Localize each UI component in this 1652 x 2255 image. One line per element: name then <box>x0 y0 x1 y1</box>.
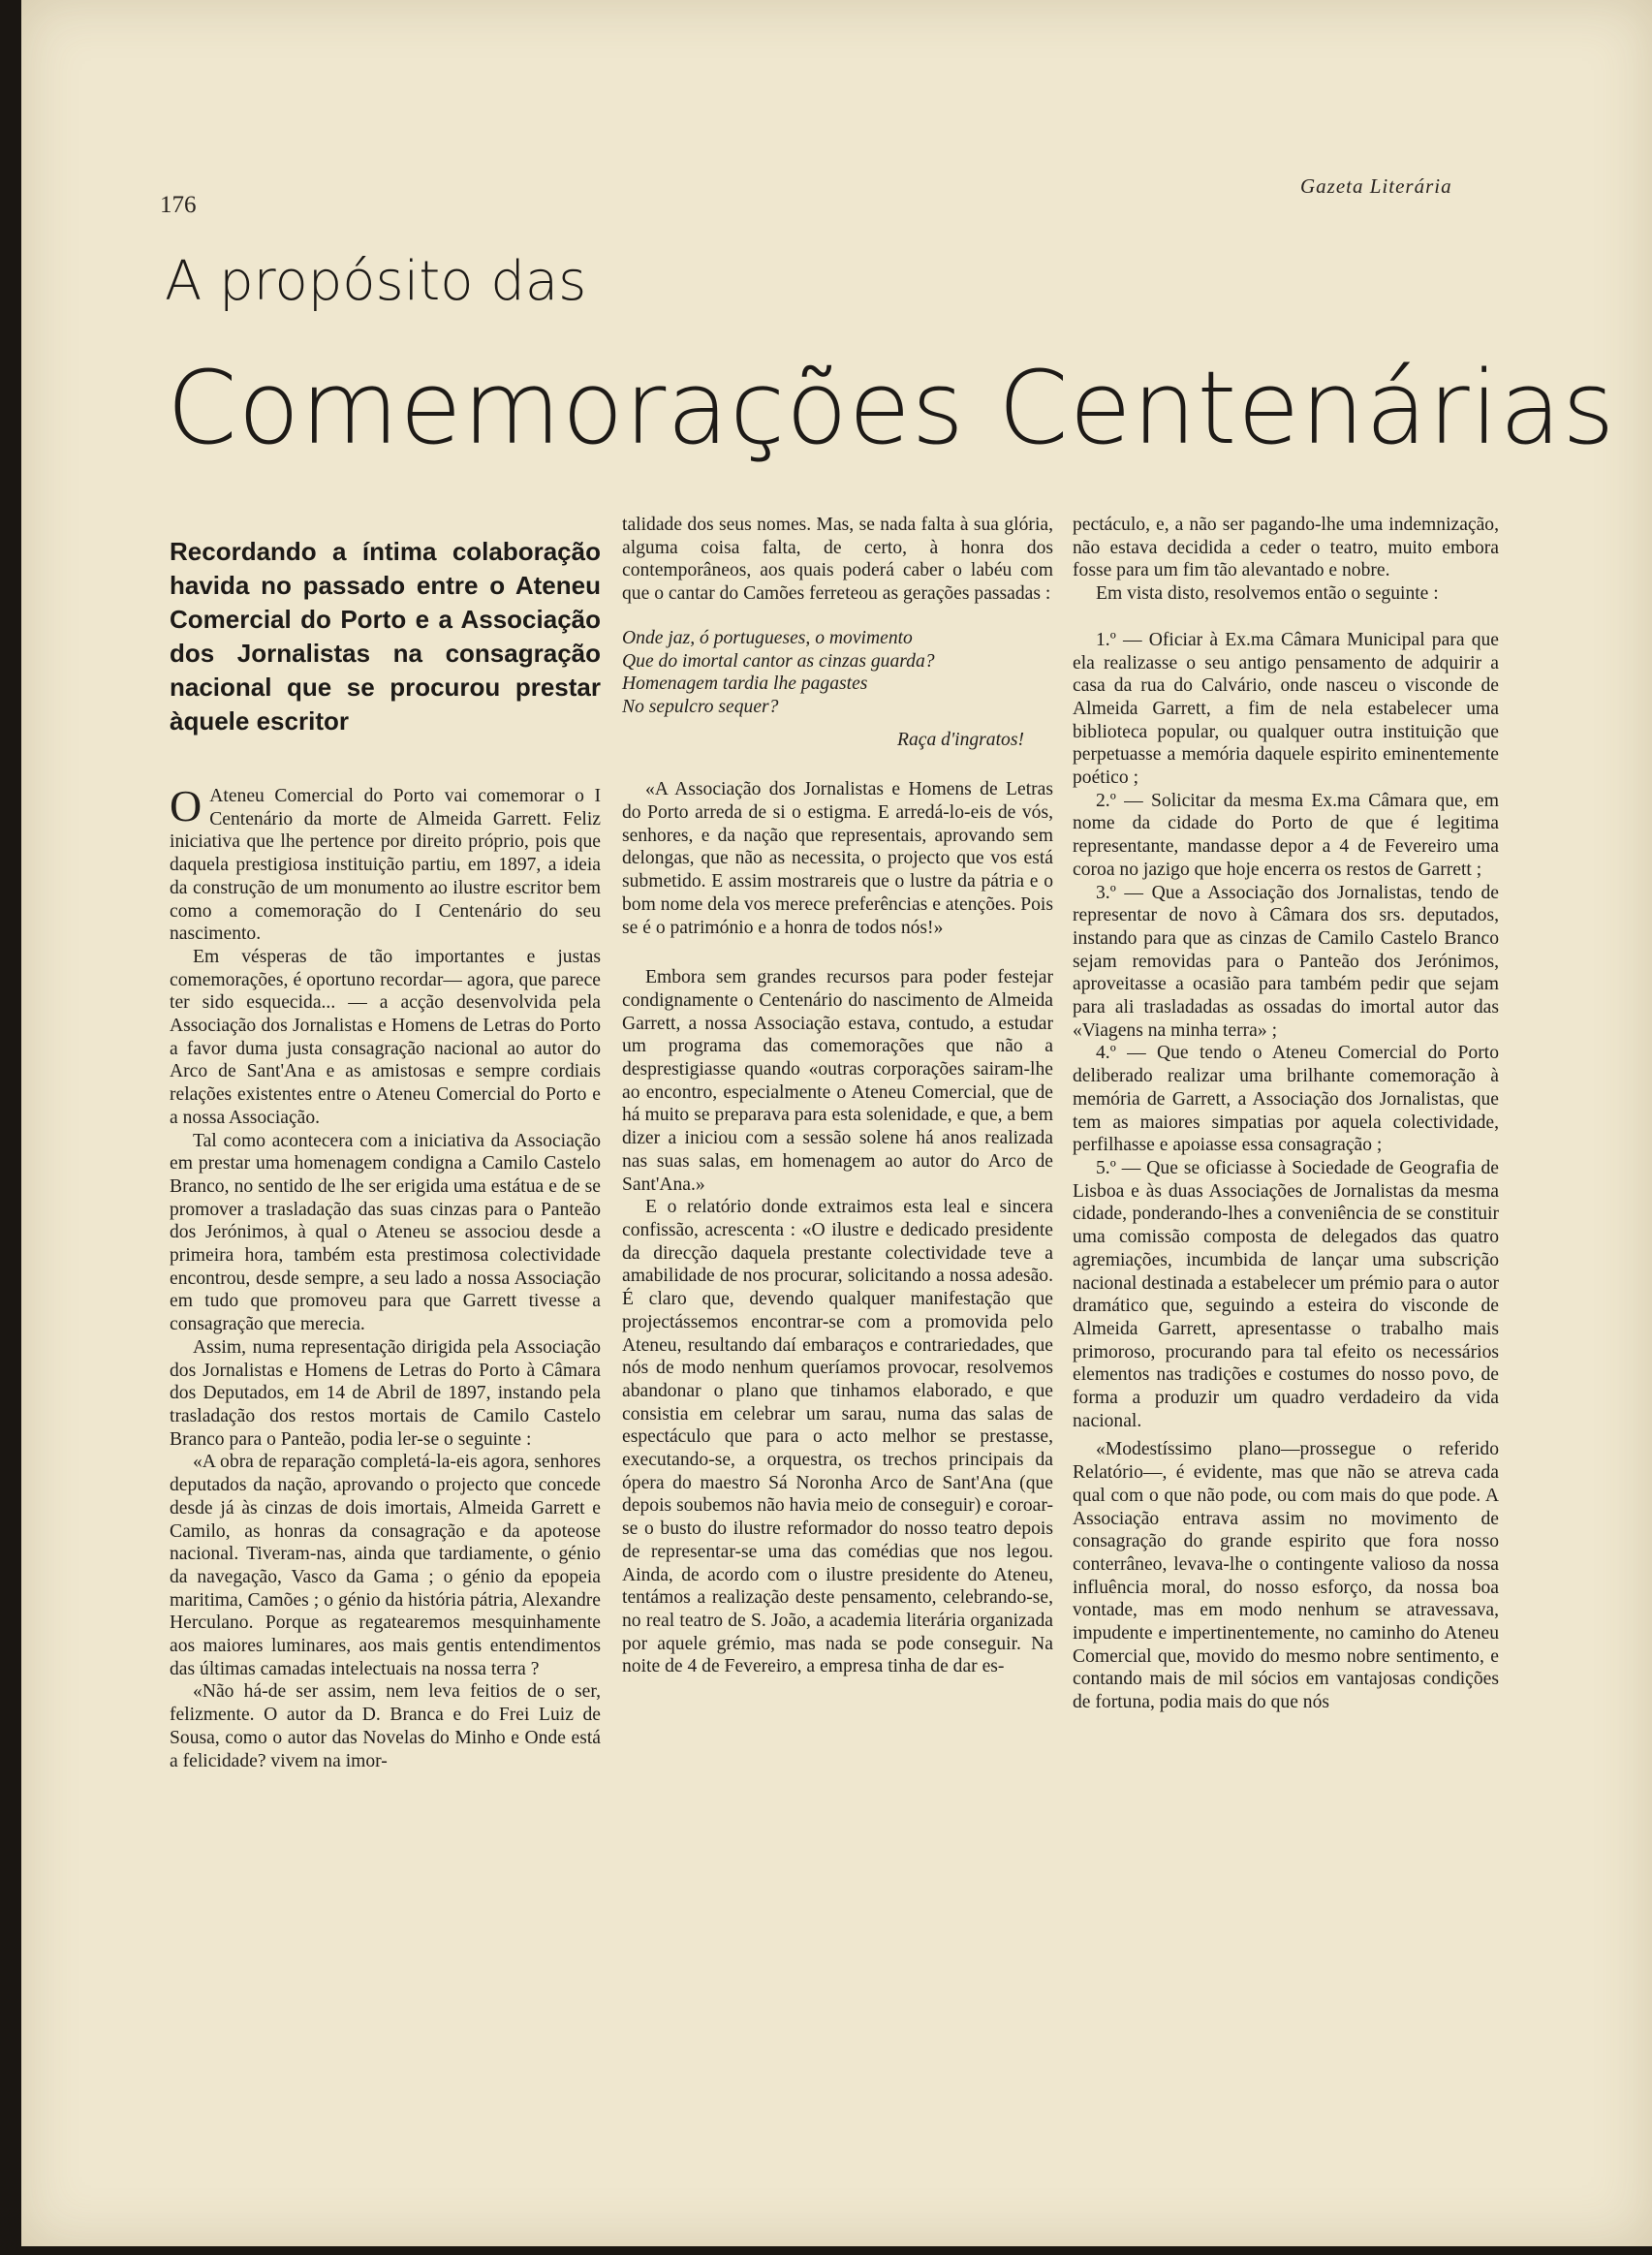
paragraph: O Ateneu Comercial do Porto vai comemorar o I Centenário da morte de Almeida Garrett. Feliz iniciativa que lhe pertence por direito próprio, pois que daquela prestigiosa instituição partiu, em 1897, a ideia da construção de um monumento ao ilustre escritor bem como a comemoração do I Centenário do seu nascimento. <box>170 781 601 945</box>
paragraph: «A obra de reparação completá-la-eis agora, senhores deputados da nação, aprovando o projecto que concede desde já às cinzas de dois imortais, Almeida Garrett e Camilo, as honras da consagração e da apoteose nacional. Tiveram-nas, ainda que tardiamente, o génio da navegação, Vasco da Gama ; o génio da epopeia maritima, Camões ; o génio da história pátria, Alexandre Herculano. Porque as regatearemos mesquinhamente aos maiores luminares, aos mais gentis entendimentos das últimas camadas intelectuais na nossa terra ? <box>170 1452 601 1679</box>
column-2 <box>622 514 1053 1678</box>
poem-line: Onde jaz, ó portugueses, o movimento <box>622 627 913 648</box>
paragraph: «Não há-de ser assim, nem leva feitios de o ser, felizmente. O autor da D. Branca e do Frei Luiz de Sousa, como o autor das Novelas do Minho e Onde está a felicidade? vivem na imor- <box>170 1681 601 1771</box>
paragraph: Tal como acontecera com a iniciativa da Associação em prestar uma homenagem condigna a Camilo Castelo Branco, no sentido de lhe ser erigida uma estátua e de se promover a trasladação das suas cinzas para o Panteão dos Jerónimos, à qual o Ateneu se associou desde a primeira hora, também esta prestimosa colectividade encontrou, desde sempre, a seu lado a nossa Associação em tudo que promoveu para que Garrett tivesse a consagração que merecia. <box>170 1130 601 1335</box>
paragraph: pectáculo, e, a não ser pagando-lhe uma indemnização, não estava decidida a ceder o teatro, muito embora fosse para um fim tão alevantado e nobre. <box>1073 515 1499 581</box>
paragraph: 2.º — Solicitar da mesma Ex.ma Câmara que, em nome da cidade do Porto de que é legitima representante, mandasse depor a 4 de Fevereiro uma coroa no jazigo que hoje encerra os restos de Garrett ; <box>1073 790 1499 880</box>
poem-closing-line: Raça d'ingratos! <box>897 729 1024 750</box>
poem-line: Homenagem tardia lhe pagastes <box>622 673 868 695</box>
column-1 <box>170 514 601 1772</box>
paragraph: Em vésperas de tão importantes e justas comemorações, é oportuno recordar— agora, que parece ter sido esquecida... — a acção desenvolvida pela Associação dos Jornalistas e Homens de Letras do Porto a favor duma justa consagração nacional ao autor do Arco de Sant'Ana e as amistosas e sempre cordiais relações existentes entre o Ateneu Comercial do Porto e a nossa Associação. <box>170 946 601 1128</box>
paragraph: Assim, numa representação dirigida pela Associação dos Jornalistas e Homens de Letras do Porto à Câmara dos Deputados, em 14 de Abril de 1897, instando pela trasladação dos restos mortais de Camilo Castelo Branco para o Panteão, podia ler-se o seguinte : <box>170 1336 601 1450</box>
poem-line: Que do imortal cantor as cinzas guarda? <box>622 650 935 672</box>
drop-cap: O <box>170 781 203 830</box>
paragraph: E o relatório donde extraimos esta leal e sincera confissão, acrescenta : «O ilustre e dedicado presidente da direcção daquela prestante colectividade teve a amabilidade de nos procurar, solicitando a nossa adesão. É claro que, devendo qualquer manifestação que projectássemos encontrar-se com a promovida pelo Ateneu, resultando daí embaraços e contrariedades, que nós de modo nenhum queríamos provocar, resolvemos abandonar o plano que tinhamos elaborado, e que consistia em celebrar um sarau, numa das salas de espectáculo que para o acto melhor se prestasse, executando-se, a orquestra, os trechos principais da ópera do maestro Sá Noronha Arco de Sant'Ana (que depois soubemos não havia meio de conseguir) e coroar-se o busto do ilustre reformador do nosso teatro depois de representar-se uma das comédias que nos legou. Ainda, de acordo com o ilustre presidente do Ateneu, tentámos a realização deste pensamento, celebrando-se, no real teatro de S. João, a academia literária organizada por aquele grémio, mas nada se pode conseguir. Na noite de 4 de Fevereiro, a empresa tinha de dar es- <box>622 1197 1053 1677</box>
article-title-line2: Comemorações Centenárias <box>167 349 1616 467</box>
paragraph: talidade dos seus nomes. Mas, se nada falta à sua glória, alguma coisa falta, de certo, à honra dos contemporâneos, aos quais poderá caber o labéu com que o cantar do Camões ferreteou as gerações passadas : <box>622 515 1053 605</box>
page-number: 176 <box>160 192 197 218</box>
article-lead: Recordando a íntima colaboração havida no passado entre o Ateneu Comercial do Porto e a Associação dos Jornalistas na consagração nacional que se procurou prestar àquele escritor <box>170 537 601 736</box>
magazine-title: Gazeta Literária <box>1300 174 1452 198</box>
paragraph: «Modestíssimo plano—prosseguе o referido Relatório—, é evidente, mas que não se atreva cada qual com o que não pode, ou com mais do que pode. A Associação entrava assim no movimento de consagração do grande espirito que fora nosso conterrâneo, levava-lhe o contingente valioso da nossa influência moral, do nosso esforço, da nossa boa vontade, mas em modo nenhum se atravessava, impudente e impertinentemente, no caminho do Ateneu Comercial que, movido do mesmo nobre sentimento, e contando mais de mil sócios em vantajosas condições de fortuna, podia mais do que nós <box>1073 1439 1499 1713</box>
magazine-page <box>21 0 1652 2246</box>
paragraph: 3.º — Que a Associação dos Jornalistas, tendo de representar de novo à Câmara dos srs. deputados, instando para que as cinzas de Camilo Castelo Branco sejam removidas para o Panteão dos Jerónimos, aproveitasse a ocasião para também pedir que sejam para ali trasladadas as ossadas do imortal autor das «Viagens na minha terra» ; <box>1073 882 1499 1041</box>
article-title-line1: A propósito das <box>165 250 587 313</box>
paragraph: Em vista disto, resolvemos então o seguinte : <box>1096 583 1439 605</box>
paragraph: 1.º — Oficiar à Ex.ma Câmara Municipal para que ela realizasse o seu antigo pensamento de adquirir a casa da rua do Calvário, onde nasceu o visconde de Almeida Garrett, a fim de nela estabelecer uma biblioteca popular, ou qualquer outra instituição que perpetuasse a memória daquele espirito eminentemente poético ; <box>1073 629 1499 789</box>
paragraph: Embora sem grandes recursos para poder festejar condignamente o Centenário do nascimento de Almeida Garrett, a nossa Associação estava, contudo, a estudar um programa das comemorações que não a desprestigiasse quando «outras corporações sairam-lhe ao encontro, especialmente o Ateneu Comercial, que de há muito se preparava para esta solenidade, e que, a bem dizer a iniciou com a sessão solene há anos realizada nas suas salas, em homenagem ao autor do Arco de Sant'Ana.» <box>622 967 1053 1195</box>
poem-line: No sepulcro sequer? <box>622 696 779 717</box>
poem-quote <box>622 627 1053 719</box>
paragraph: «A Associação dos Jornalistas e Homens de Letras do Porto arreda de si o estigma. E arredá-lo-eis de vós, senhores, e da nação que representais, aprovando sem delongas, que não as necessita, o projecto que vos está submetido. E assim mostrareis que o lustre da pátria e o bom nome dela vos merece preferências e atenções. Pois se é o património e a honra de todos nós!» <box>622 779 1053 938</box>
paragraph: 5.º — Que se oficiasse à Sociedade de Geografia de Lisboa e às duas Associações de Jornalistas da mesma cidade, ponderando-lhes a conveniência de se constituir uma comissão composta de delegados das quatro agremiações, incumbida de lançar uma subscrição nacional destinada a estabelecer um prémio para o autor dramático que, seguindo a esteira do visconde de Almeida Garrett, apresentasse o trabalho mais primoroso, procurando para tal efeito os necessários elementos nas tradições e costumes do nosso povo, de forma a produzir um quadro verdadeiro da vida nacional. <box>1073 1157 1499 1431</box>
paragraph: 4.º — Que tendo o Ateneu Comercial do Porto deliberado realizar uma brilhante comemoração à memória de Garrett, a Associação dos Jornalistas, que tem as maiores simpatias por aquela colectividade, perfilhasse e apoiasse essa consagração ; <box>1073 1043 1499 1156</box>
column-3 <box>1073 514 1499 1714</box>
